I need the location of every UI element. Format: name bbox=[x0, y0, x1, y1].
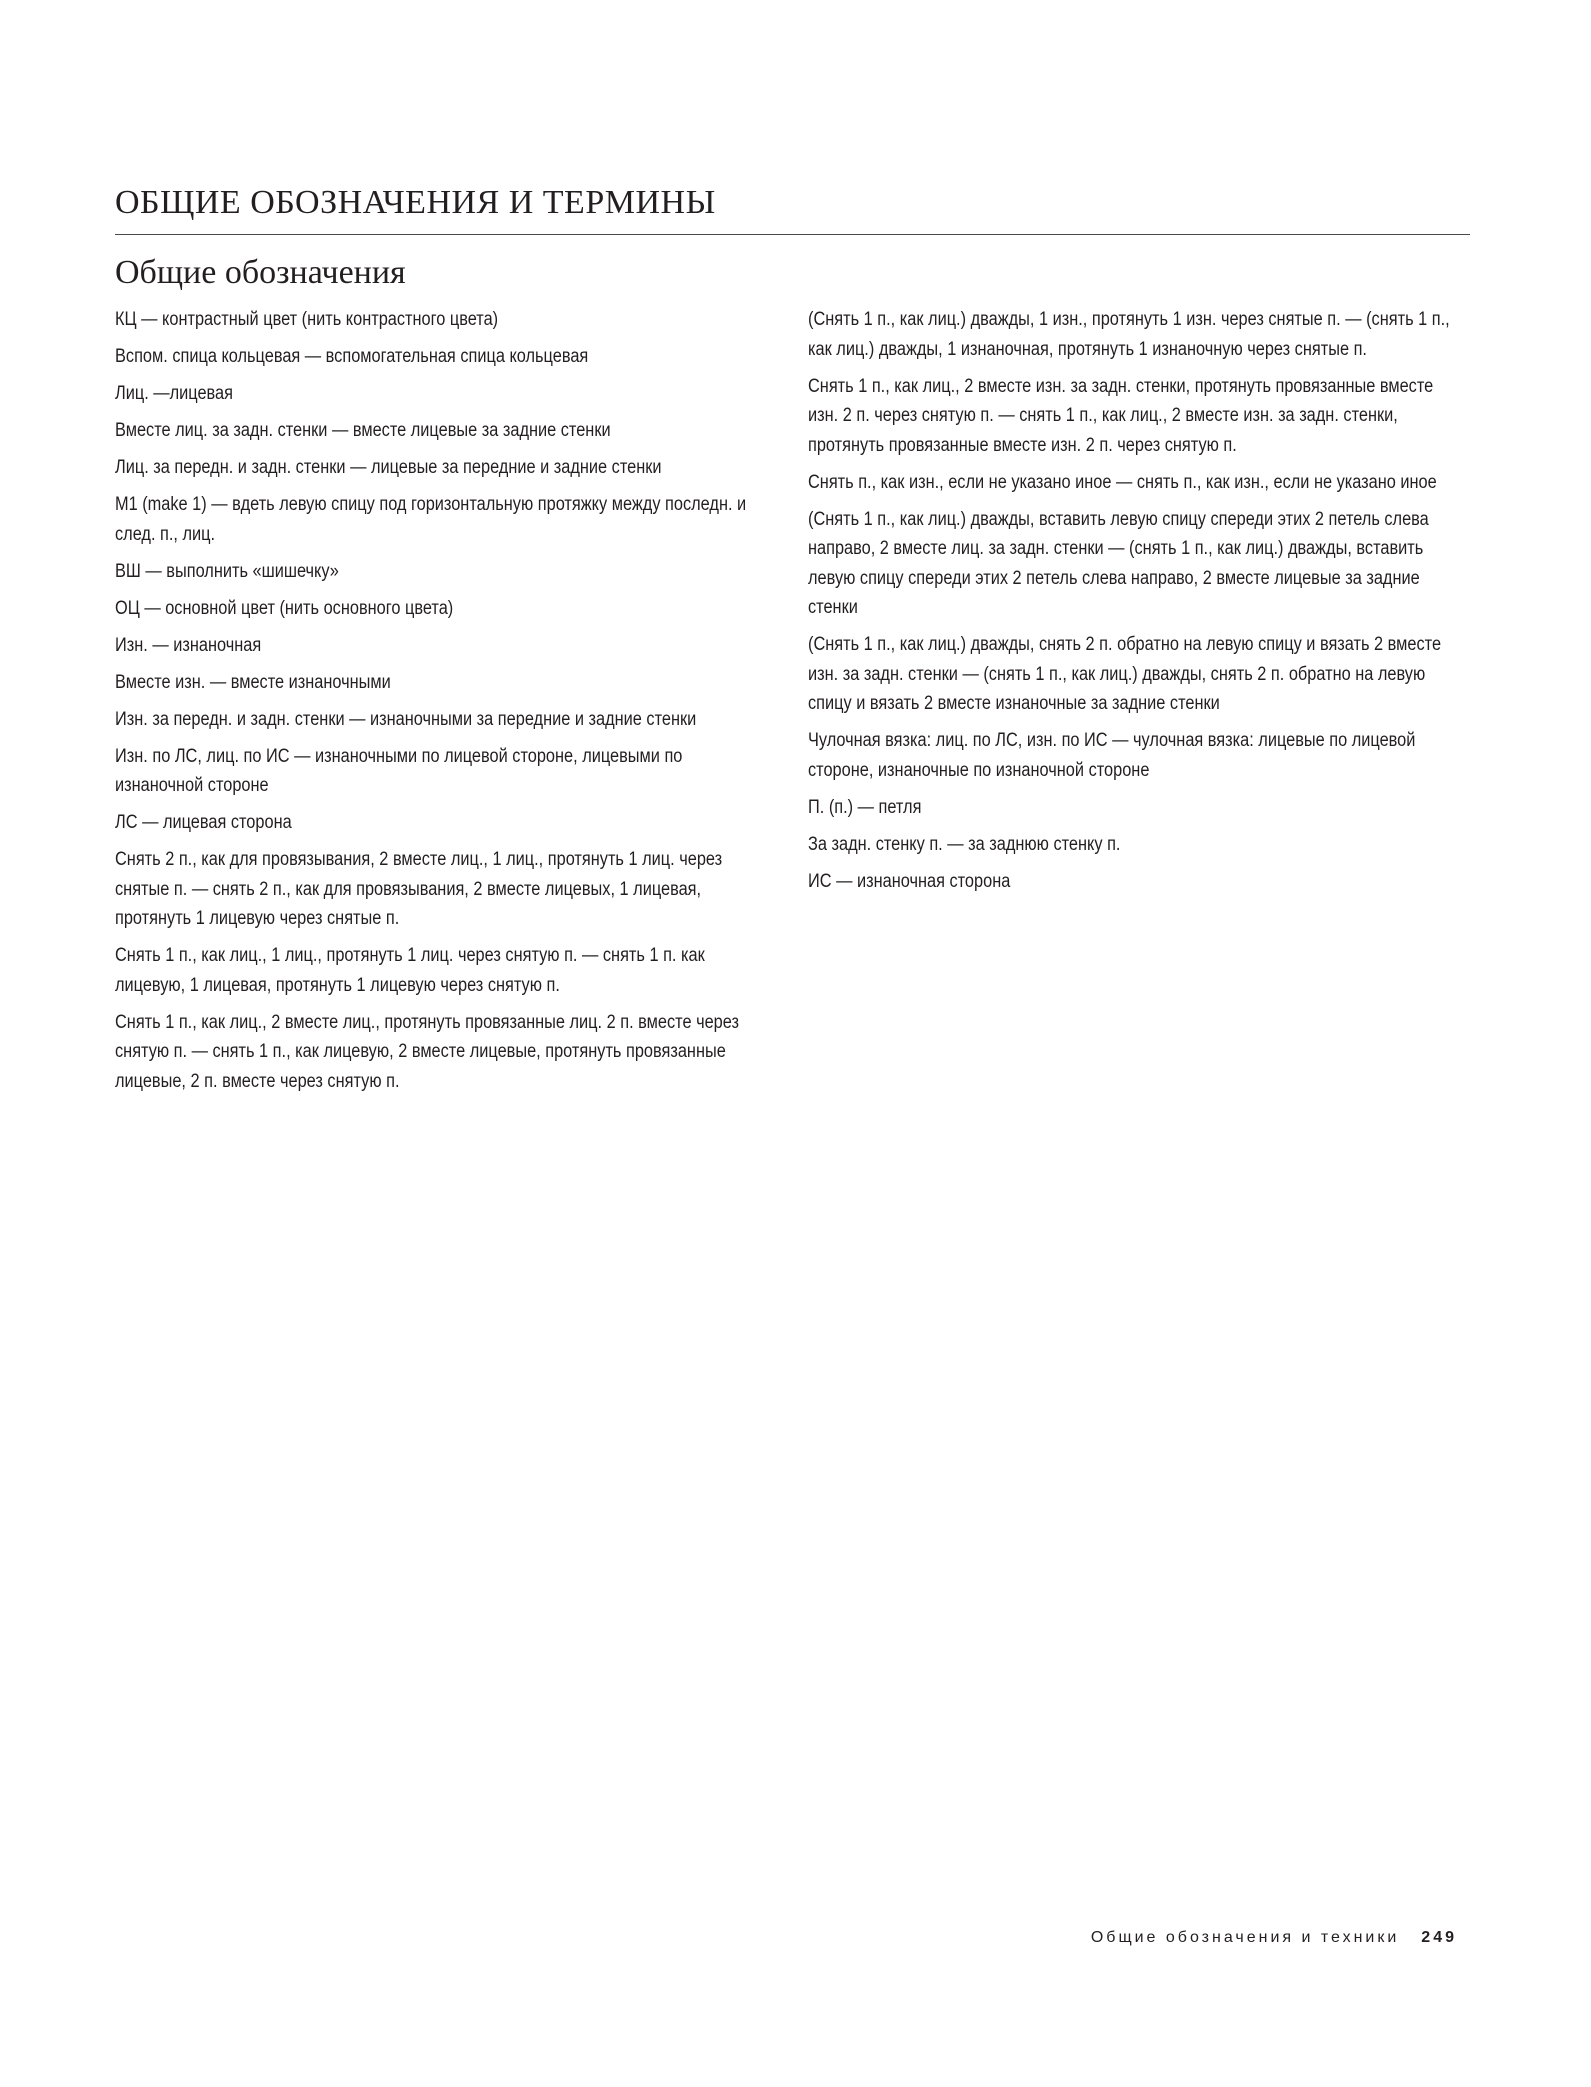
glossary-entry: Снять 2 п., как для провязывания, 2 вместе лиц., 1 лиц., протянуть 1 лиц. через снятые п. — снять 2 п., как для провязывания, 2 вместе лицевых, 1 лицевая, протянуть 1 лицевую через снятые п. bbox=[115, 849, 723, 929]
right-column bbox=[808, 305, 1463, 904]
section-title: Общие обозначения bbox=[115, 254, 406, 291]
glossary-entry: M1 (make 1) — вдеть левую спицу под горизонтальную протяжку между последн. и след. п., лиц. bbox=[115, 494, 747, 545]
running-title: Общие обозначения и техники bbox=[1090, 1929, 1400, 1946]
glossary-entry: ОЦ — основной цвет (нить основного цвета) bbox=[115, 597, 454, 619]
glossary-entry: (Снять 1 п., как лиц.) дважды, вставить левую спицу спереди этих 2 петель слева направо, 2 вместе лиц. за задн. стенки — (снять 1 п., как лиц.) дважды, вставить левую спицу спереди этих 2 петель слева направо, 2 вместе лицевые за задние стенки bbox=[808, 508, 1429, 618]
glossary-entry: Изн. за передн. и задн. стенки — изнаночными за передние и задние стенки bbox=[115, 708, 697, 730]
glossary-entry: Лиц. —лицевая bbox=[115, 383, 233, 404]
title-divider bbox=[115, 234, 1470, 235]
page-number: 249 bbox=[1421, 1929, 1457, 1946]
glossary-entry: П. (п.) — петля bbox=[808, 796, 922, 818]
chapter-title: ОБЩИЕ ОБОЗНАЧЕНИЯ И ТЕРМИНЫ bbox=[115, 184, 716, 221]
glossary-entry: За задн. стенку п. — за заднюю стенку п. bbox=[808, 833, 1121, 855]
left-column bbox=[115, 305, 770, 1104]
glossary-entry: Изн. по ЛС, лиц. по ИС — изнаночными по лицевой стороне, лицевыми по изнаночной стороне bbox=[115, 745, 683, 796]
glossary-entry: КЦ — контрастный цвет (нить контрастного цвета) bbox=[115, 309, 499, 330]
glossary-entry: Чулочная вязка: лиц. по ЛС, изн. по ИС — чулочная вязка: лицевые по лицевой стороне, изнаночные по изнаночной стороне bbox=[808, 730, 1416, 781]
page-footer bbox=[1091, 1929, 1457, 1947]
glossary-entry: ВШ — выполнить «шишечку» bbox=[115, 560, 339, 582]
glossary-entry: Изн. — изнаночная bbox=[115, 634, 262, 656]
glossary-entry: ИС — изнаночная сторона bbox=[808, 870, 1011, 892]
glossary-entry: Снять 1 п., как лиц., 2 вместе лиц., протянуть провязанные лиц. 2 п. вместе через снятую п. — снять 1 п., как лицевую, 2 вместе лицевые, протянуть провязанные лицевые, 2 п. вместе через снятую п. bbox=[115, 1011, 739, 1092]
glossary-entry: Вместе изн. — вместе изнаночными bbox=[115, 671, 391, 693]
glossary-entry: Снять 1 п., как лиц., 2 вместе изн. за задн. стенки, протянуть провязанные вместе изн. 2 п. через снятую п. — снять 1 п., как лиц., 2 вместе изн. за задн. стенки, протянуть провязанные вместе изн. 2 п. через снятую п. bbox=[808, 375, 1434, 456]
glossary-entry: Вспом. спица кольцевая — вспомогательная спица кольцевая bbox=[115, 346, 589, 367]
glossary-entry: Снять 1 п., как лиц., 1 лиц., протянуть 1 лиц. через снятую п. — снять 1 п. как лицевую, 1 лицевая, протянуть 1 лицевую через снятую п. bbox=[115, 945, 705, 996]
glossary-entry: Вместе лиц. за задн. стенки — вместе лицевые за задние стенки bbox=[115, 420, 611, 441]
glossary-entry: Снять п., как изн., если не указано иное — снять п., как изн., если не указано иное bbox=[808, 471, 1437, 493]
glossary-entry: Лиц. за передн. и задн. стенки — лицевые за передние и задние стенки bbox=[115, 457, 662, 478]
glossary-entry: (Снять 1 п., как лиц.) дважды, 1 изн., протянуть 1 изн. через снятые п. — (снять 1 п., как лиц.) дважды, 1 изнаночная, протянуть 1 изнаночную через снятые п. bbox=[808, 309, 1450, 360]
glossary-entry: ЛС — лицевая сторона bbox=[115, 812, 292, 833]
glossary-entry: (Снять 1 п., как лиц.) дважды, снять 2 п. обратно на левую спицу и вязать 2 вместе изн. за задн. стенки — (снять 1 п., как лиц.) дважды, снять 2 п. обратно на левую спицу и вязать 2 вместе изнаночные за задние стенки bbox=[808, 634, 1442, 714]
